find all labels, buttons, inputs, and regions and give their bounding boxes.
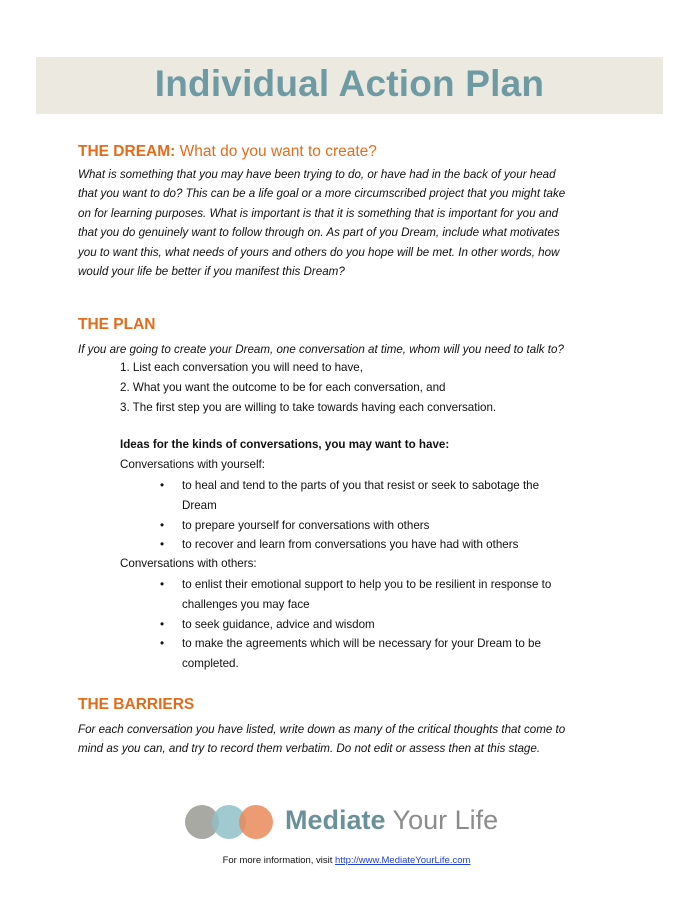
logo-word-mediate: Mediate (285, 805, 386, 835)
plan-intro: If you are going to create your Dream, one conversation at time, whom will you need to talk to? (78, 343, 564, 356)
footer (0, 855, 693, 866)
dream-heading (78, 143, 377, 161)
dream-line: What is something that you may have been trying to do, or have had in the back of your head (78, 168, 556, 181)
dream-line: would your life be better if you manifest this Dream? (78, 265, 345, 279)
mediate-your-life-logo (185, 805, 525, 845)
list-item-text: to enlist their emotional support to help you to be resilient in response to (182, 578, 552, 591)
dream-heading-label: THE DREAM: (78, 143, 176, 160)
dream-paragraph (78, 165, 638, 281)
bullet-icon: • (160, 578, 165, 591)
list-item (160, 615, 600, 635)
barriers-line: mind as you can, and try to record them verbatim. Do not edit or assess then at this stage. (78, 742, 541, 756)
bullet-icon: • (160, 617, 165, 631)
list-item (160, 634, 600, 674)
others-conversations-list (160, 575, 600, 674)
list-item-text: to prepare yourself for conversations with others (182, 518, 430, 532)
footer-link[interactable]: http://www.MediateYourLife.com (335, 855, 471, 866)
list-item (160, 535, 600, 555)
logo-circle-orange (239, 805, 273, 839)
page-title: Individual Action Plan (154, 63, 545, 104)
plan-step: 1. List each conversation you will need to have, (120, 361, 363, 374)
list-item (160, 476, 600, 516)
dream-line: on for learning purposes. What is important is that it is something that is important for you and (78, 206, 559, 220)
logo-word-your-life: Your Life (385, 805, 499, 835)
plan-step: 2. What you want the outcome to be for each conversation, and (120, 380, 446, 394)
dream-subheading: What do you want to create? (175, 143, 377, 160)
list-item-text-cont: challenges you may face (182, 597, 310, 611)
title-banner (36, 57, 663, 114)
self-conversations-label: Conversations with yourself: (120, 458, 265, 471)
list-item-text: to make the agreements which will be necessary for your Dream to be (182, 637, 541, 651)
dream-line: that you do genuinely want to follow through on. As part of you Dream, include what motivates (78, 226, 560, 240)
self-conversations-list (160, 476, 600, 555)
barriers-line: For each conversation you have listed, write down as many of the critical thoughts that come to (78, 723, 566, 736)
dream-line: that you want to do? This can be a life goal or a more circumscribed project that you might take (78, 187, 566, 201)
dream-line: you to want this, what needs of yours and others do you hope will be met. In other words, how (78, 245, 560, 259)
list-item-text: to seek guidance, advice and wisdom (182, 617, 375, 631)
barriers-heading: THE BARRIERS (78, 696, 195, 713)
list-item (160, 575, 600, 615)
logo-wordmark (285, 805, 498, 836)
bullet-icon: • (160, 479, 165, 492)
list-item-text-cont: Dream (182, 498, 217, 512)
bullet-icon: • (160, 518, 165, 532)
plan-heading: THE PLAN (78, 316, 156, 333)
list-item-text-cont: completed. (182, 657, 239, 671)
footer-text: For more information, visit (222, 855, 336, 866)
ideas-heading: Ideas for the kinds of conversations, you may want to have: (120, 438, 450, 451)
list-item-text: to heal and tend to the parts of you that resist or seek to sabotage the (182, 479, 540, 492)
others-conversations-label: Conversations with others: (120, 557, 257, 570)
plan-step: 3. The first step you are willing to take towards having each conversation. (120, 400, 497, 414)
list-item-text: to recover and learn from conversations you have had with others (182, 538, 519, 552)
barriers-paragraph (78, 720, 658, 759)
bullet-icon: • (160, 538, 165, 552)
list-item (160, 516, 600, 536)
bullet-icon: • (160, 637, 165, 651)
plan-steps (120, 358, 496, 417)
